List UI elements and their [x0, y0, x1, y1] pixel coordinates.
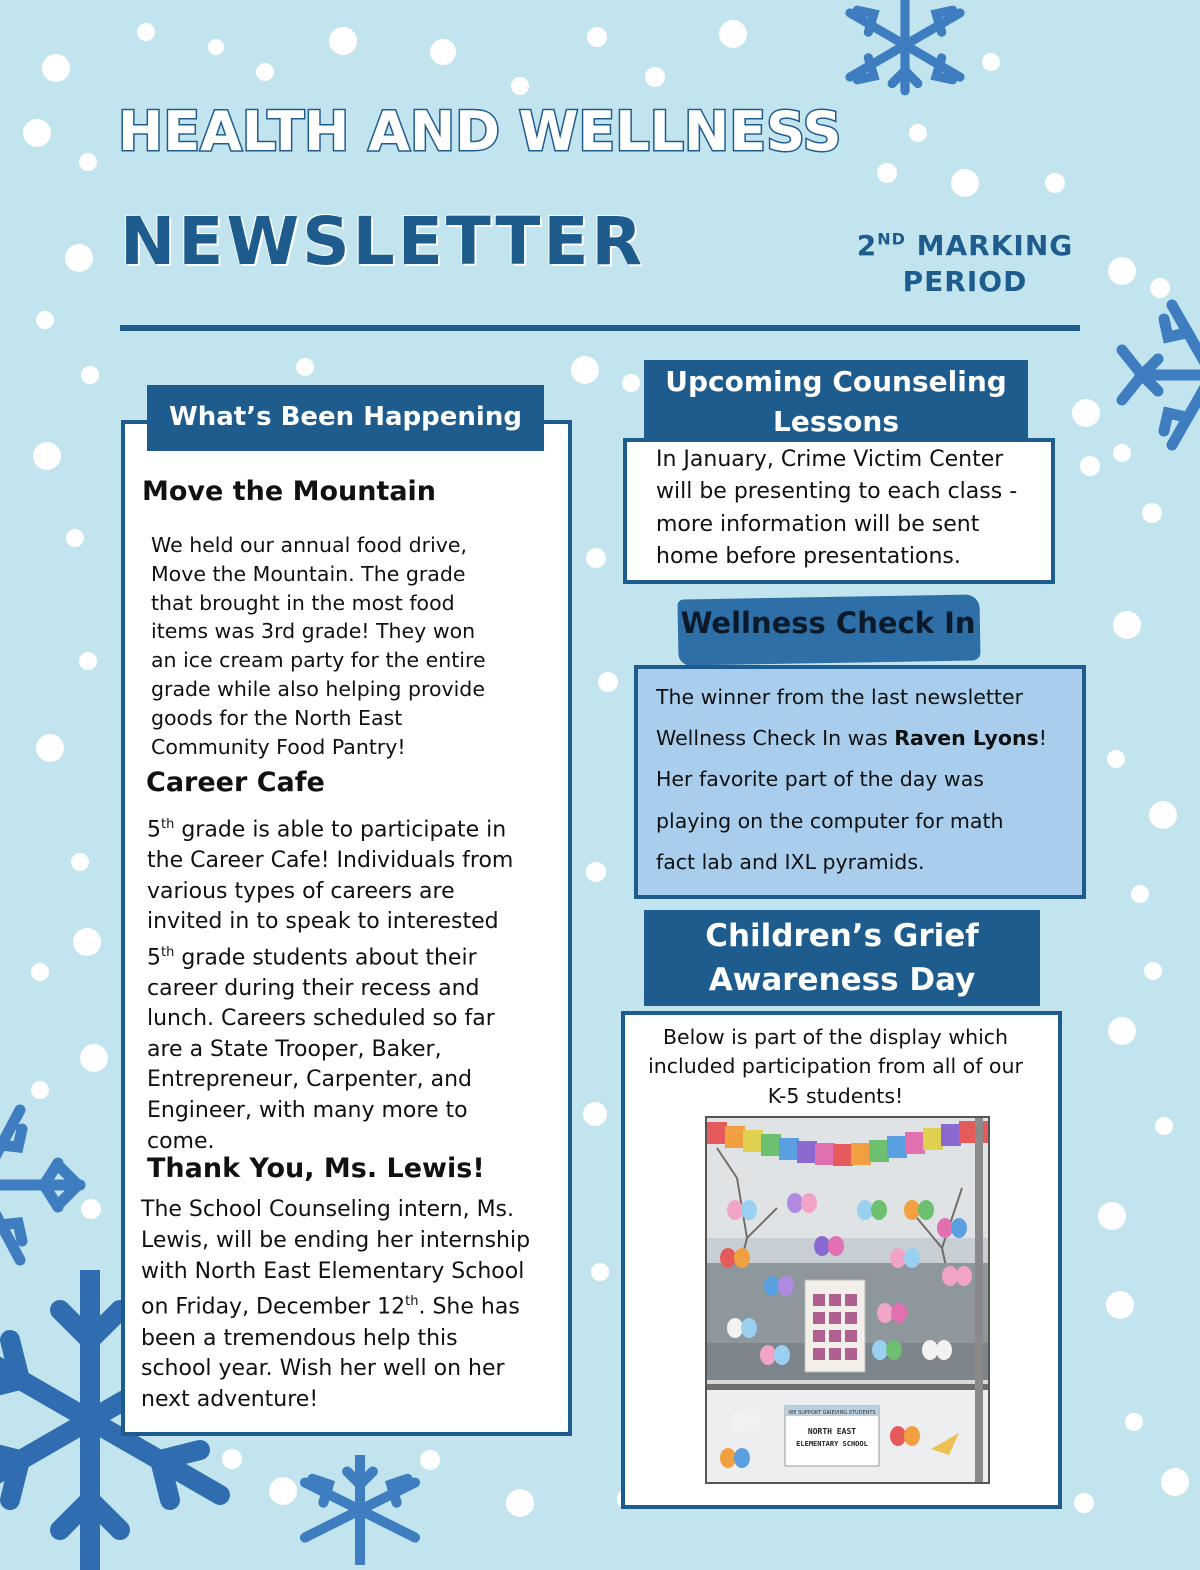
text-line: playing on the computer for math [656, 808, 1004, 833]
wellness-check-in-heading: Wellness Check In [680, 606, 976, 640]
text-line [141, 1287, 530, 1323]
text-fragment: ! [1038, 726, 1047, 751]
text-line: Engineer, with many more to [147, 1098, 468, 1123]
text-line: lunch. Careers scheduled so far [147, 1006, 495, 1032]
header-divider [120, 325, 1080, 331]
text-line: items was 3rd grade! They won [151, 619, 476, 644]
period-word1: MARKING [905, 229, 1074, 262]
period-word2: PERIOD [902, 265, 1028, 299]
text-fragment: on Friday, December 12 [141, 1294, 406, 1320]
text-line: K-5 students! [767, 1083, 904, 1108]
newsletter-title-line1: HEALTH AND WELLNESS [118, 100, 842, 163]
text-line: career during their recess and [147, 975, 480, 1001]
snowflake-icon [1112, 290, 1200, 460]
snowflake-icon [805, 0, 1005, 100]
heading-line: Awareness Day [708, 962, 976, 998]
wellness-check-in-text [656, 677, 1047, 883]
winner-name: Raven Lyons [894, 726, 1039, 751]
text-line: are a State Trooper, Baker, [147, 1036, 442, 1062]
text-line: fact lab and IXL pyramids. [656, 849, 925, 874]
thank-you-ms-lewis-text [141, 1195, 530, 1416]
snowflake-icon [0, 1095, 90, 1275]
sign-school-type: ELEMENTARY SCHOOL [796, 1440, 868, 1448]
text-line: In January, Crime Victim Center [656, 447, 1004, 472]
text-line: school year. Wish her well on her [141, 1356, 505, 1382]
text-line: The School Counseling intern, Ms. [141, 1197, 515, 1222]
text-line [147, 810, 513, 846]
superscript: th [161, 944, 175, 960]
period-suffix: ND [877, 229, 906, 249]
heading-line: Children’s Grief [705, 918, 979, 954]
display-photo-illustration [707, 1118, 988, 1482]
text-fragment: . She has [418, 1294, 520, 1320]
superscript: th [405, 1294, 419, 1310]
sign-school-name: NORTH EAST [807, 1427, 857, 1436]
career-cafe-heading: Career Cafe [146, 767, 325, 798]
text-line: Below is part of the display which [662, 1025, 1009, 1049]
text-line [656, 718, 1047, 759]
text-line [147, 938, 513, 974]
text-line: that brought in the most food [151, 590, 455, 615]
text-line: various types of careers are [147, 878, 455, 904]
upcoming-lessons-text [656, 444, 1017, 574]
thank-you-ms-lewis-heading: Thank You, Ms. Lewis! [147, 1153, 485, 1184]
heading-line: Upcoming Counseling [665, 365, 1007, 398]
text-line: will be presenting to each class - [656, 479, 1018, 505]
text-line: Move the Mountain. The grade [151, 561, 466, 586]
text-line: Entrepreneur, Carpenter, and [147, 1067, 472, 1093]
text-line: been a tremendous help this [141, 1325, 458, 1351]
sign-caption: WE SUPPORT GRIEVING STUDENTS [788, 1410, 876, 1416]
text-line: The winner from the last newsletter [656, 685, 1023, 709]
text-line: Her favorite part of the day was [656, 767, 984, 792]
career-cafe-text [147, 810, 513, 1157]
text-line: included participation from all of our [648, 1054, 1023, 1079]
text-line: Community Food Pantry! [151, 734, 406, 759]
text-line: goods for the North East [151, 705, 403, 730]
text-line: the Career Cafe! Individuals from [147, 847, 514, 873]
snowflake-icon [280, 1455, 440, 1565]
text-fragment: grade is able to participate in [174, 817, 507, 843]
move-the-mountain-text [151, 531, 486, 761]
heading-line: Lessons [773, 405, 899, 438]
text-fragment: grade students about their [174, 945, 477, 971]
period-number: 2 [856, 229, 878, 262]
text-line: grade while also helping provide [151, 676, 485, 701]
text-fragment: 5 [147, 945, 161, 971]
whats-been-happening-heading: What’s Been Happening [147, 385, 544, 451]
superscript: th [161, 817, 175, 832]
text-line: next adventure! [141, 1387, 319, 1413]
text-line: We held our annual food drive, [151, 533, 468, 557]
text-line: with North East Elementary School [141, 1258, 525, 1284]
text-line: home before presentations. [656, 544, 961, 570]
newsletter-title-line2: NEWSLETTER [120, 203, 646, 280]
grief-awareness-heading [644, 910, 1040, 1006]
grief-awareness-text [625, 1023, 1046, 1111]
grief-display-photo [705, 1116, 990, 1484]
text-fragment: Wellness Check In was [656, 726, 895, 751]
text-line: more information will be sent [656, 511, 980, 537]
move-the-mountain-heading: Move the Mountain [142, 476, 437, 507]
text-line: an ice cream party for the entire [151, 648, 486, 673]
text-line: Lewis, will be ending her internship [141, 1227, 531, 1253]
marking-period-label [845, 228, 1085, 301]
text-line: invited in to speak to interested [147, 909, 499, 935]
text-line: come. [147, 1128, 215, 1154]
upcoming-lessons-heading [644, 360, 1028, 442]
text-fragment: 5 [147, 817, 161, 843]
